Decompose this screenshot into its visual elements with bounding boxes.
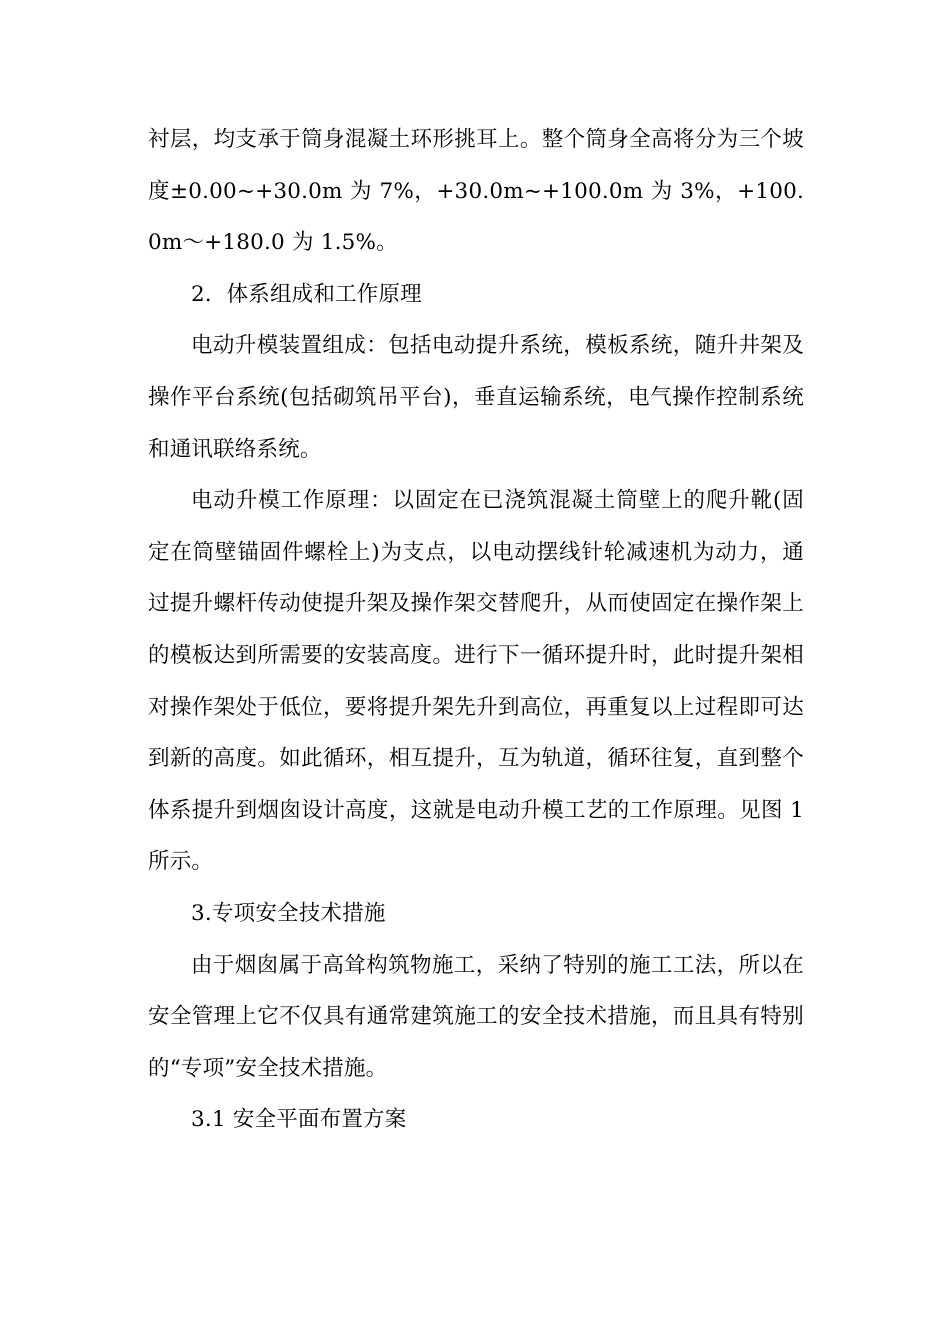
paragraph-composition: 电动升模装置组成：包括电动提升系统，模板系统，随升井架及操作平台系统(包括砌筑吊平台)，垂直运输系统，电气操作控制系统和通讯联络系统。: [148, 333, 804, 462]
paragraph-continuation: 衬层，均支承于筒身混凝土环形挑耳上。整个筒身全高将分为三个坡度±0.00~+30.0m 为 7%，+30.0m~+100.0m 为 3%，+100.0m～+180.0 为 1.5%。: [148, 127, 804, 256]
section-heading-2: 2．体系组成和工作原理: [191, 281, 422, 307]
document-body: [148, 114, 804, 1146]
section-heading-3: 3.专项安全技术措施: [191, 900, 386, 926]
paragraph-safety-measures: 由于烟囱属于高耸构筑物施工，采纳了特别的施工工法，所以在安全管理上它不仅具有通常建筑施工的安全技术措施，而且具有特别的“专项”安全技术措施。: [148, 952, 804, 1081]
section-heading-3-1: 3.1 安全平面布置方案: [191, 1107, 407, 1133]
paragraph-working-principle: 电动升模工作原理：以固定在已浇筑混凝土筒壁上的爬升靴(固定在筒壁锚固件螺栓上)为支点，以电动摆线针轮减速机为动力，通过提升螺杆传动使提升架及操作架交替爬升，从而使固定在操作架上的模板达到所需要的安装高度。进行下一循环提升时，此时提升架相对操作架处于低位，要将提升架先升到高位，再重复以上过程即可达到新的高度。如此循环，相互提升，互为轨道，循环往复，直到整个体系提升到烟囱设计高度，这就是电动升模工艺的工作原理。见图 1 所示。: [148, 488, 804, 875]
